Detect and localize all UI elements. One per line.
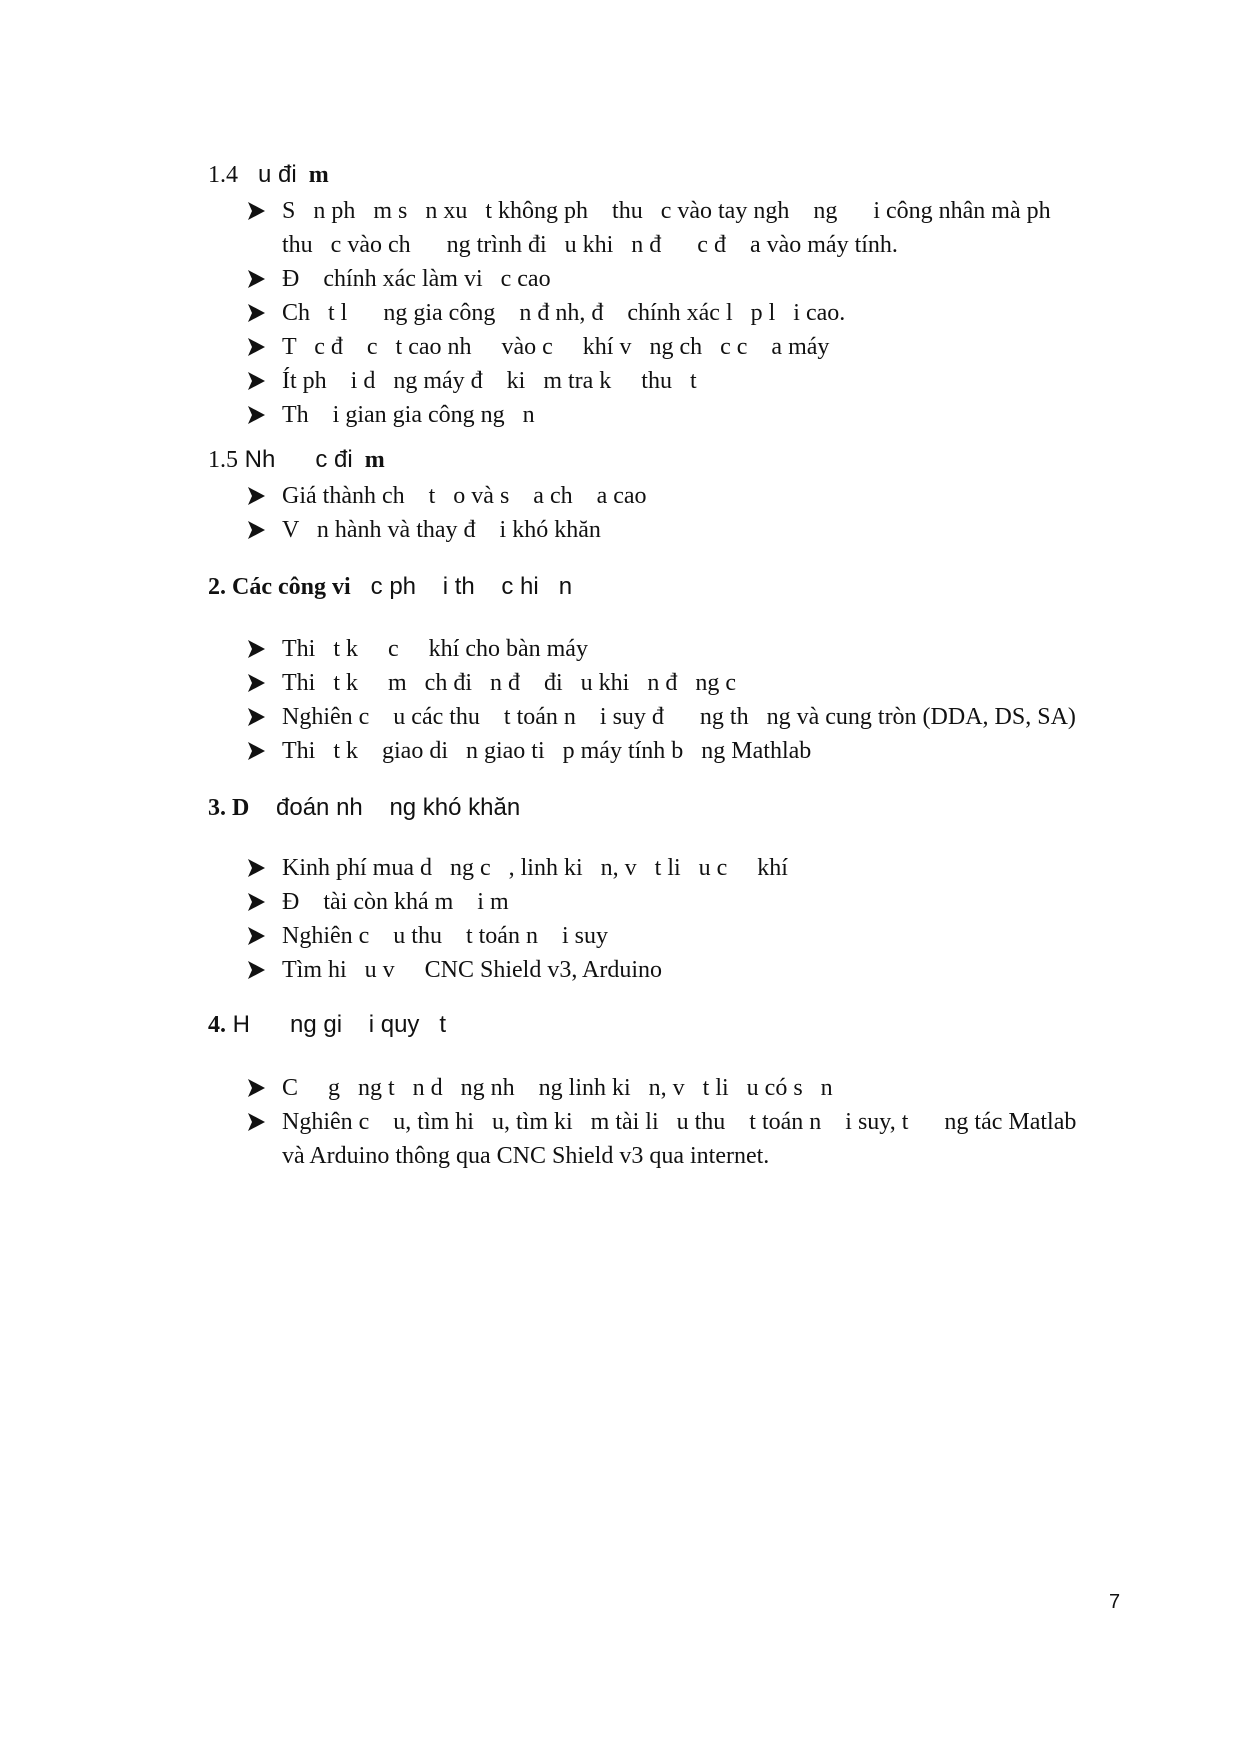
list-item-text: Đ tài còn khá m i m — [282, 889, 509, 915]
list-item-text: Th i gian gia công ng n — [282, 402, 535, 428]
arrow-bullet-icon — [246, 295, 268, 332]
section-heading-3 — [208, 793, 520, 823]
list-item-text: T c đ c t cao nh vào c khí v ng ch c c a máy — [282, 334, 830, 360]
list-item-text: S n ph m s n xu t không ph thu c vào tay ngh ng i công nhân mà ph — [282, 198, 1051, 224]
list-item-text: C g ng t n d ng nh ng linh ki n, v t li u có s n — [282, 1075, 833, 1101]
list-item-text: Thi t k m ch đi n đ đi u khi n đ ng c — [282, 670, 736, 696]
section-title: H — [226, 1011, 250, 1038]
arrow-bullet-icon — [246, 1070, 268, 1107]
list-item — [246, 1104, 1146, 1252]
section-title-bold: D — [226, 795, 250, 821]
arrow-bullet-icon — [246, 329, 268, 366]
list-item-text: Nghiên c u thu t toán n i suy — [282, 923, 608, 949]
section-number: 1.5 — [208, 447, 238, 473]
arrow-bullet-icon — [246, 918, 268, 955]
arrow-bullet-icon — [246, 884, 268, 921]
arrow-bullet-icon — [246, 850, 268, 887]
list-item-continuation: thu c vào ch ng trình đi u khi n đ c đ a vào máy tính. — [282, 232, 898, 258]
arrow-bullet-icon — [246, 1104, 268, 1141]
list-item-text: V n hành và thay đ i khó khăn — [282, 517, 601, 543]
arrow-bullet-icon — [246, 512, 268, 549]
section-title-bold: Các công vi — [226, 574, 351, 600]
list-item-text: Nghiên c u, tìm hi u, tìm ki m tài li u thu t toán n i suy, t ng tác Matlab — [282, 1109, 1077, 1135]
list-item-text: Ít ph i d ng máy đ ki m tra k thu t — [282, 368, 697, 394]
arrow-bullet-icon — [246, 699, 268, 736]
section-number: 1.4 — [208, 162, 238, 188]
list-item-text: Giá thành ch t o và s a ch a cao — [282, 483, 647, 509]
arrow-bullet-icon — [246, 261, 268, 298]
arrow-bullet-icon — [246, 733, 268, 770]
section-heading-4 — [208, 1010, 446, 1040]
section-heading-1-4 — [208, 160, 329, 190]
section-number: 4. — [208, 1012, 226, 1038]
section-title: đoán nh ng khó khăn — [249, 794, 521, 821]
list-item-text: Thi t k c khí cho bàn máy — [282, 636, 588, 662]
section-title-bold: m — [352, 447, 385, 473]
section-title: Nh c đi — [238, 446, 353, 473]
list-item-text: Ch t l ng gia công n đ nh, đ chính xác l p l i cao. — [282, 300, 846, 326]
section-title: u đi — [238, 161, 297, 188]
section-heading-1-5 — [208, 445, 385, 475]
arrow-bullet-icon — [246, 193, 268, 230]
section-number: 2. — [208, 574, 226, 600]
list-item-text: Kinh phí mua d ng c , linh ki n, v t li u c khí — [282, 855, 788, 881]
list-item-text: Thi t k giao di n giao ti p máy tính b ng Mathlab — [282, 738, 812, 764]
section-number: 3. — [208, 795, 226, 821]
list-item-text: Nghiên c u các thu t toán n i suy đ ng th ng và cung tròn (DDA, DS, SA) — [282, 704, 1076, 730]
arrow-bullet-icon — [246, 952, 268, 989]
section-heading-2 — [208, 572, 572, 602]
section-title: ng gi i quy t — [250, 1011, 447, 1038]
page-number: 7 — [1109, 1591, 1121, 1613]
arrow-bullet-icon — [246, 478, 268, 515]
list-item-text: Tìm hi u v CNC Shield v3, Arduino — [282, 957, 663, 983]
section-title-bold: m — [296, 162, 329, 188]
arrow-bullet-icon — [246, 631, 268, 668]
arrow-bullet-icon — [246, 665, 268, 702]
arrow-bullet-icon — [246, 363, 268, 400]
list-item-continuation: và Arduino thông qua CNC Shield v3 qua internet. — [282, 1143, 770, 1169]
section-title: c ph i th c hi n — [350, 573, 573, 600]
list-item-text: Đ chính xác làm vi c cao — [282, 266, 551, 292]
arrow-bullet-icon — [246, 397, 268, 434]
